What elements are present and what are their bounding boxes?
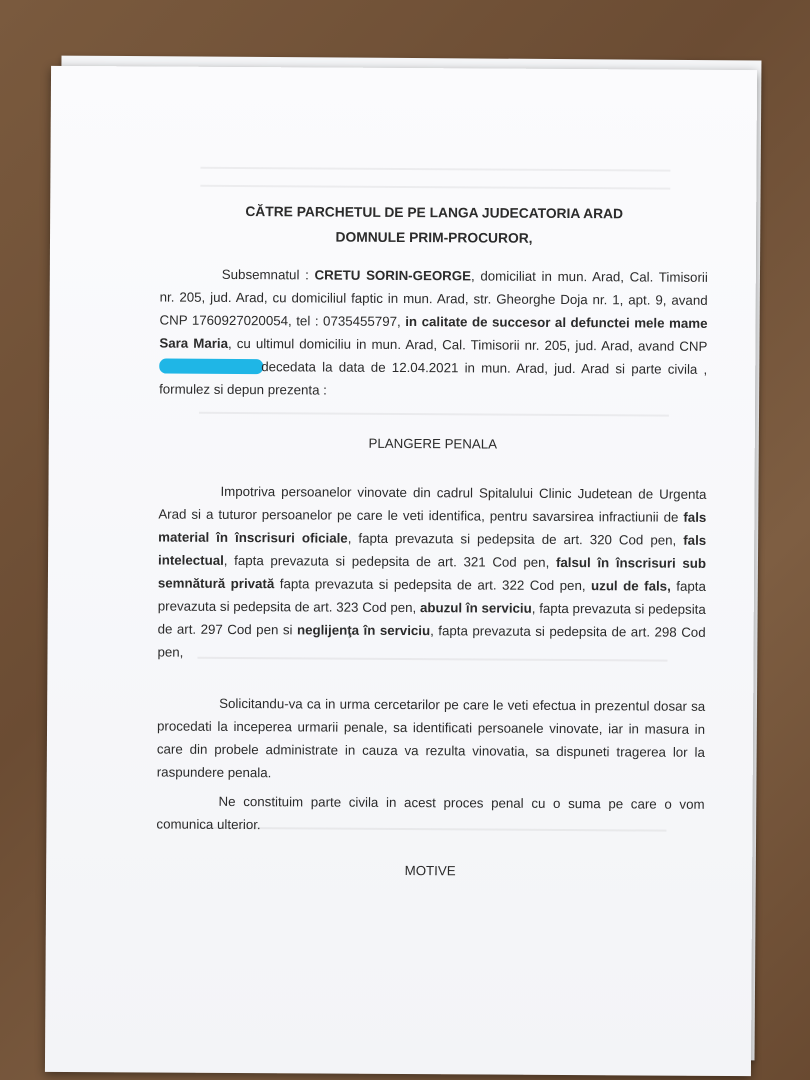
bleed-through bbox=[200, 185, 670, 190]
salutation-heading: DOMNULE PRIM-PROCUROR, bbox=[335, 229, 533, 246]
document-body bbox=[156, 195, 708, 884]
bleed-through bbox=[200, 167, 670, 172]
motive-title: MOTIVE bbox=[404, 863, 456, 879]
complaint-paragraph: Impotriva persoanelor vinovate din cadrul Spitalului Clinic Judetean de Urgenta Arad si a tuturor persoanelor pe care le veti identifica, pentru savarsirea infractiunii de fals material în înscrisuri oficiale, fapta prevazuta si pedepsita de art. 320 Cod pen, fals intelectual, fapta prevazuta si pedepsita de art. 321 Cod pen, falsul în înscrisuri sub semnătură privată fapta prevazuta si pedepsita de art. 322 Cod pen, uzul de fals, fapta prevazuta si pedepsita de art. 323 Cod pen, abuzul în serviciu, fapta prevazuta si pedepsita de art. 297 Cod pen si neglijenţa în serviciu, fapta prevazuta si pedepsita de art. 298 Cod pen, bbox=[157, 483, 707, 660]
civil-party-paragraph: Ne constituim parte civila in acest proces penal cu o suma pe care o vom comunica ulterior. bbox=[156, 793, 705, 833]
intro-paragraph: Subsemnatul : CRETU SORIN-GEORGE, domiciliat in mun. Arad, Cal. Timisorii nr. 205, jud. Arad, cu domiciliul faptic in mun. Arad, str. Gheorghe Doja nr. 1, apt. 9, avand CNP 1760927020054, tel : 0735455797, in calitate de succesor al defunctei mele mame Sara Maria, cu ultimul domiciliu in mun. Arad, Cal. Timisorii nr. 205, jud. Arad, avand CNP decedata la data de 12.04.2021 in mun. Arad, jud. Arad si parte civila , formulez si depun prezenta : bbox=[159, 266, 708, 398]
document-page bbox=[45, 66, 757, 1076]
section-title: PLANGERE PENALA bbox=[368, 435, 498, 452]
request-paragraph: Solicitandu-va ca in urma cercetarilor pe care le veti efectua in prezentul dosar sa procedati la inceperea urmarii penale, sa identificati persoanele vinovate, iar in masura in care din probele administrate in cauza va rezulta vinovatia, sa dispuneti tragerea lor la raspundere penala. bbox=[156, 695, 706, 781]
redaction-mark bbox=[159, 359, 263, 375]
addressee-heading: CĂTRE PARCHETUL DE PE LANGA JUDECATORIA ARAD bbox=[245, 204, 624, 222]
